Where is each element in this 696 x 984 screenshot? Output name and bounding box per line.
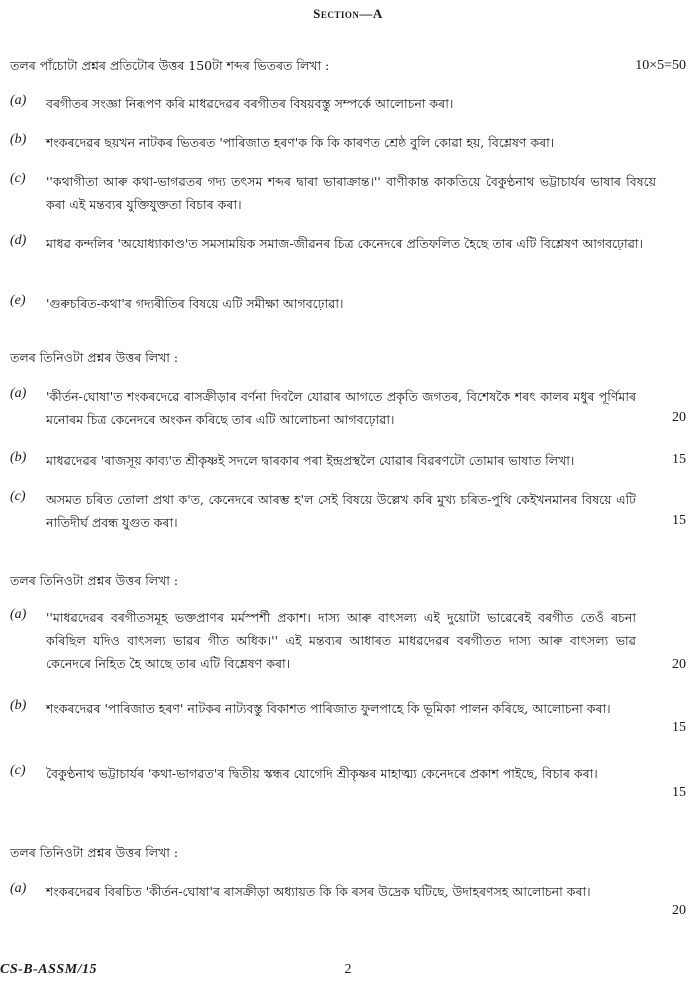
page-number: 2 xyxy=(344,962,352,977)
question-marks: 15 xyxy=(672,452,686,467)
question-label: (a) xyxy=(10,93,27,108)
question-text: মাধৱ কন্দলিৰ 'অযোধ্যাকাণ্ড'ত সমসাময়িক সমাজ-জীৱনৰ চিত্ৰ কেনেদৰে প্ৰতিফলিত হৈছে তাৰ এটি বিশ্লেষণ আগবঢ়োৱা। xyxy=(46,236,643,251)
question-marks: 20 xyxy=(672,657,686,672)
question-text: 'কীৰ্তন-ঘোষা'ত শংকৰদেৱে ৰাসক্ৰীড়াৰ বৰ্ণনা দিবলৈ যোৱাৰ আগতে প্ৰকৃতি জগতৰ, বিশেষকৈ শৰৎ কালৰ মধুৰ পূৰ্ণিমাৰ মনোৰম চিত্ৰ কেনেদৰে অংকন কৰিছে তাৰ এটি আলোচনা আগবঢ়োৱা। xyxy=(46,389,636,427)
group-2-instruction: তলৰ তিনিওটা প্ৰশ্নৰ উত্তৰ লিখা : xyxy=(10,350,179,365)
question-text: মাধৱদেৱৰ 'ৰাজসূয় কাব্য'ত শ্ৰীকৃষ্ণই সদলে দ্বাৰকাৰ পৰা ইন্দ্ৰপ্ৰস্থলৈ যোৱাৰ বিৱৰণটো তোমাৰ ভাষাত লিখা। xyxy=(46,453,575,468)
question-label: (a) xyxy=(10,881,27,896)
question-label: (a) xyxy=(10,607,27,622)
question-label: (b) xyxy=(10,698,27,713)
question-marks: 15 xyxy=(672,785,686,800)
group-1-instruction: তলৰ পাঁচোটা প্ৰশ্নৰ প্ৰতিটোৰ উত্তৰ 150টা শব্দৰ ভিতৰত লিখা : xyxy=(10,58,330,73)
question-label: (c) xyxy=(10,763,26,778)
question-text: বৈকুণ্ঠনাথ ভট্টাচাৰ্যৰ 'কথা-ভাগৱত'ৰ দ্বিতীয় স্কন্ধৰ যোগেদি শ্ৰীকৃষ্ণৰ মাহাত্ম্য কেনেদৰে প্ৰকাশ পাইছে, বিচাৰ কৰা। xyxy=(46,766,598,781)
question-label: (c) xyxy=(10,489,26,504)
question-label: (a) xyxy=(10,386,27,401)
question-label: (b) xyxy=(10,450,27,465)
question-text: শংকৰদেৱৰ বিৰচিত 'কীৰ্তন-ঘোষা'ৰ ৰাসক্ৰীড়া অধ্যায়ত কি কি ৰসৰ উদ্ৰেক ঘটিছে, উদাহৰণসহ আলোচনা কৰা। xyxy=(46,884,591,899)
question-label: (c) xyxy=(10,171,26,186)
question-text: ''মাধৱদেৱৰ বৰগীতসমূহ ভক্তপ্ৰাণৰ মৰ্মস্পৰ্শী প্ৰকাশ। দাস্য আৰু বাৎসল্য এই দুয়োটা ভাৱেৰেই বৰগীত তেওঁ ৰচনা কৰিছিল যদিও বাৎসল্য ভাৱৰ গীত অধিক।'' এই মন্তব্যৰ আধাৰত মাধৱদেৱৰ বৰগীতত দাস্য আৰু বাৎসল্য ভাৱ কেনেদৰে নিহিত হৈ আছে তাৰ এটি বিশ্লেষণ কৰা। xyxy=(46,610,636,671)
paper-code: CS-B-ASSM/15 xyxy=(0,962,98,977)
group-4-instruction: তলৰ তিনিওটা প্ৰশ্নৰ উত্তৰ লিখা : xyxy=(10,845,179,860)
question-marks: 20 xyxy=(672,903,686,918)
question-text: অসমত চৰিত তোলা প্ৰথা ক'ত, কেনেদৰে আৰম্ভ হ'ল সেই বিষয়ে উল্লেখ কৰি মুখ্য চৰিত-পুথি কেইখনমানৰ বিষয়ে এটি নাতিদীৰ্ঘ প্ৰবন্ধ যুগুত কৰা। xyxy=(46,492,636,530)
question-marks: 20 xyxy=(672,410,686,425)
question-text: শংকৰদেৱৰ ছয়খন নাটকৰ ভিতৰত 'পাৰিজাত হৰণ'ক কি কি কাৰণত শ্ৰেষ্ঠ বুলি কোৱা হয়, বিশ্লেষণ কৰা। xyxy=(46,135,555,150)
group-1-marks: 10×5=50 xyxy=(635,58,686,73)
section-heading: Section—A xyxy=(313,6,383,21)
question-label: (e) xyxy=(10,293,26,308)
question-text: বৰগীতৰ সংজ্ঞা নিৰূপণ কৰি মাধৱদেৱৰ বৰগীতৰ বিষয়বস্তু সম্পৰ্কে আলোচনা কৰা। xyxy=(46,96,454,111)
question-text: ''কথাগীতা আৰু কথা-ভাগৱতৰ গদ্য তৎসম শব্দৰ দ্বাৰা ভাৰাক্ৰান্ত।'' বাণীকান্ত কাকতিয়ে বৈকুণ্ঠনাথ ভট্টাচাৰ্যৰ ভাষাৰ বিষয়ে কৰা এই মন্তব্যৰ যুক্তিযুক্ততা বিচাৰ কৰা। xyxy=(46,174,656,212)
question-label: (d) xyxy=(10,233,27,248)
question-label: (b) xyxy=(10,132,27,147)
question-marks: 15 xyxy=(672,720,686,735)
question-text: শংকৰদেৱৰ 'পাৰিজাত হৰণ' নাটকৰ নাট্যবস্তু বিকাশত পাৰিজাত ফুলপাহে কি ভূমিকা পালন কৰিছে, আলোচনা কৰা। xyxy=(46,701,611,716)
question-text: 'গুৰুচৰিত-কথা'ৰ গদ্যৰীতিৰ বিষয়ে এটি সমীক্ষা আগবঢ়োৱা। xyxy=(46,296,344,311)
question-marks: 15 xyxy=(672,513,686,528)
group-3-instruction: তলৰ তিনিওটা প্ৰশ্নৰ উত্তৰ লিখা : xyxy=(10,573,179,588)
